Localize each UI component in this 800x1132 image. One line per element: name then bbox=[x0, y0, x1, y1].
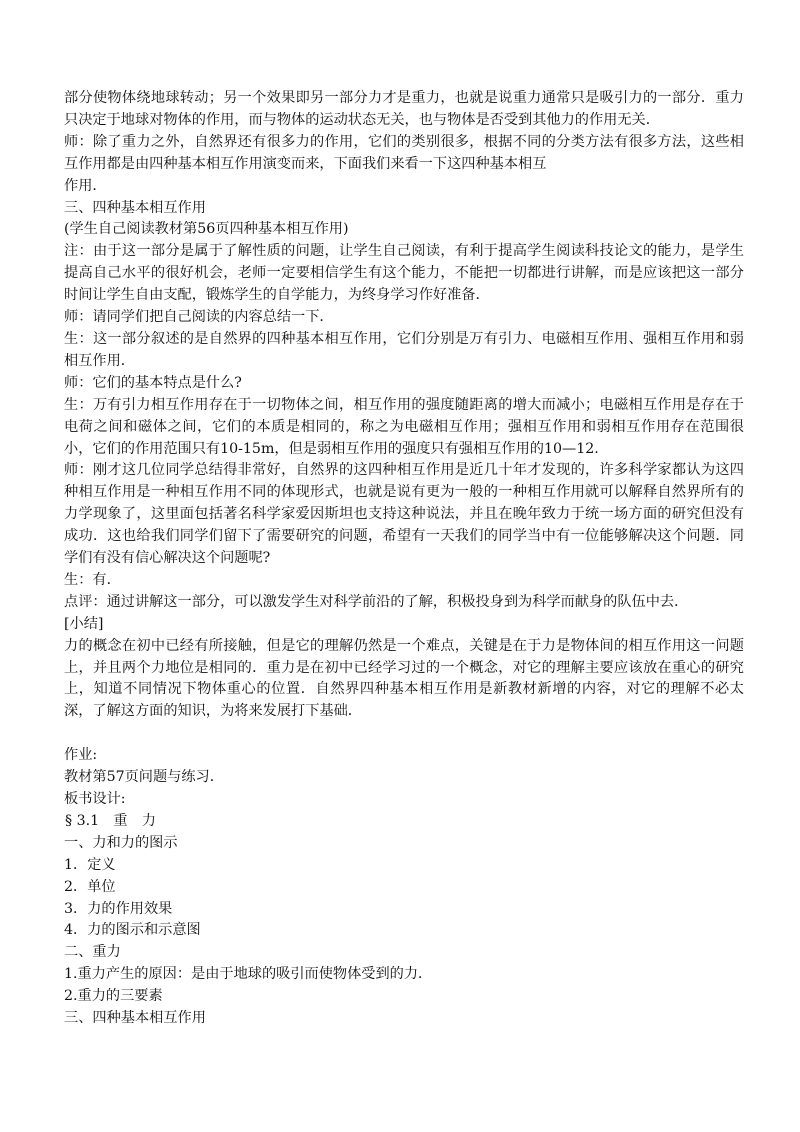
paragraph-teacher-intro-cont: 作用． bbox=[64, 177, 107, 194]
student-answer: 生：万有引力相互作用存在于一切物体之间，相互作用的强度随距离的增大而减小；电磁相互作用是存在于电荷之间和磁体之间，它们的本质是相同的，称之为电磁相互作用；强相互作用和弱相互作用存在范围很小，它们的作用范围只有10-15m，但是弱相互作用的强度只有强相互作用的10—12. bbox=[64, 396, 744, 457]
note-paragraph: 注：由于这一部分是属于了解性质的问题，让学生自己阅读，有利于提高学生阅读科技论文的能力，是学生提高自己水平的很好机会，老师一定要相信学生有这个能力，不能把一切都进行讲解，而是应该把这一部分时间让学生自由支配，锻炼学生的自学能力，为终身学习作好准备． bbox=[64, 243, 744, 304]
board-item: 1.重力产生的原因：是由于地球的吸引而使物体受到的力． bbox=[64, 966, 433, 983]
board-design-heading: 板书设计: bbox=[64, 790, 126, 807]
student-summary: 生：这一部分叙述的是自然界的四种基本相互作用，它们分别是万有引力、电磁相互作用、强相互作用和弱相互作用． bbox=[64, 330, 744, 369]
homework-task: 教材第57页问题与练习． bbox=[64, 769, 224, 786]
homework-heading: 作业: bbox=[64, 747, 98, 764]
teacher-comment: 师：刚才这几位同学总结得非常好，自然界的这四种相互作用是近几十年才发现的，许多科学家都认为这四种相互作用是一种相互作用不同的体现形式，也就是说有更为一般的一种相互作用就可以解释自然界所有的力学现象了，这里面包括著名科学家爱因斯坦也支持这种说法，并且在晚年致力于统一场方面的研究但没有成功．这也给我们同学们留下了需要研究的问题，希望有一天我们的同学当中有一位能够解决这个问题．同学们有没有信心解决这个问题呢? bbox=[64, 462, 744, 567]
section-heading-four-interactions: 三、四种基本相互作用 bbox=[64, 199, 206, 216]
board-item: 1．定义 bbox=[64, 856, 116, 873]
board-item: 2．单位 bbox=[64, 878, 116, 895]
student-reply: 生：有． bbox=[64, 571, 121, 588]
board-title: § 3.1 重 力 bbox=[65, 812, 156, 829]
paragraph-teacher-intro: 师：除了重力之外，自然界还有很多力的作用，它们的类别很多，根据不同的分类方法有很多方法，这些相互作用都是由四种基本相互作用演变而来，下面我们来看一下这四种基本相互 bbox=[64, 133, 744, 172]
board-item: 4．力的图示和示意图 bbox=[64, 922, 201, 939]
summary-paragraph: 力的概念在初中已经有所接触，但是它的理解仍然是一个难点，关键是在于力是物体间的相互作用这一问题上，并且两个力地位是相同的．重力是在初中已经学习过的一个概念，对它的理解主要应该放在重心的研究上，知道不同情况下物体重心的位置．自然界四种基本相互作用是新教材新增的内容，对它的理解不必太深，了解这方面的知识，为将来发展打下基础． bbox=[64, 637, 744, 720]
paragraph-gravity-effect: 部分使物体绕地球转动；另一个效果即另一部分力才是重力，也就是说重力通常只是吸引力的一部分．重力只决定于地球对物体的作用，而与物体的运动状态无关，也与物体是否受到其他力的作用无关． bbox=[64, 90, 744, 128]
teacher-question: 师：它们的基本特点是什么? bbox=[64, 374, 242, 391]
board-item: 三、四种基本相互作用 bbox=[64, 1010, 206, 1027]
review-comment: 点评：通过讲解这一部分，可以激发学生对科学前沿的了解，积极投身到为科学而献身的队伍中去． bbox=[64, 593, 689, 610]
board-item: 二、重力 bbox=[64, 944, 121, 961]
summary-heading: [小结] bbox=[64, 615, 104, 632]
reading-assignment: (学生自己阅读教材第56页四种基本相互作用) bbox=[64, 221, 349, 238]
board-item: 3．力的作用效果 bbox=[64, 900, 173, 917]
document-page bbox=[64, 88, 744, 1030]
board-item: 2.重力的三要素 bbox=[64, 988, 163, 1005]
spacer bbox=[64, 723, 744, 745]
teacher-prompt: 师：请同学们把自己阅读的内容总结一下． bbox=[64, 309, 334, 326]
board-item: 一、力和力的图示 bbox=[64, 834, 178, 851]
